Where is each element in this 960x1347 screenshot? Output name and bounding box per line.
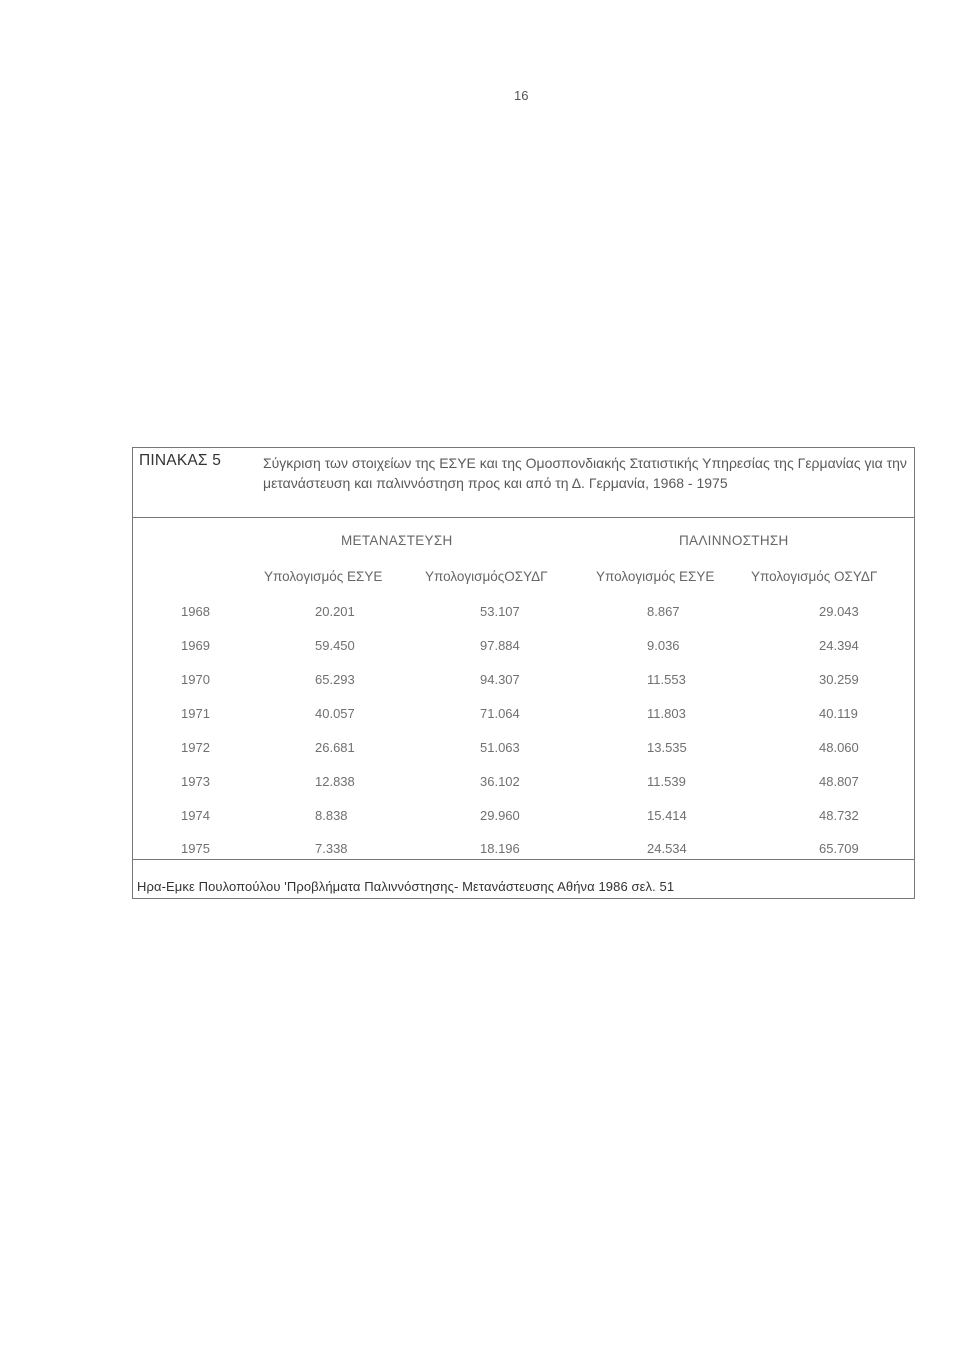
table-row	[133, 672, 914, 692]
value-cell: 18.196	[480, 841, 520, 856]
table-row	[133, 740, 914, 760]
year-cell: 1975	[181, 841, 210, 856]
value-cell: 11.539	[647, 774, 686, 789]
table-label: ΠΙΝΑΚΑΣ 5	[139, 452, 222, 469]
value-cell: 65.293	[315, 672, 355, 687]
table-row	[133, 638, 914, 658]
table-row	[133, 706, 914, 726]
comparison-table	[132, 447, 915, 899]
table-row	[133, 604, 914, 624]
column-header-osydg-emigration: ΥπολογισμόςΟΣΥΔΓ	[425, 569, 548, 584]
group-header-emigration: ΜΕΤΑΝΑΣΤΕΥΣΗ	[341, 533, 453, 548]
value-cell: 65.709	[819, 841, 859, 856]
year-cell: 1972	[181, 740, 210, 755]
column-header-esye-emigration: Υπολογισμός ΕΣΥΕ	[264, 569, 383, 584]
value-cell: 12.838	[315, 774, 355, 789]
value-cell: 13.535	[647, 740, 687, 755]
value-cell: 9.036	[647, 638, 680, 653]
value-cell: 40.119	[819, 706, 858, 721]
value-cell: 53.107	[480, 604, 520, 619]
table-row	[133, 841, 914, 861]
column-header-osydg-return: Υπολογισμός ΟΣΥΔΓ	[751, 569, 878, 584]
value-cell: 40.057	[315, 706, 355, 721]
page-number: 16	[514, 88, 529, 103]
column-header-esye-return: Υπολογισμός ΕΣΥΕ	[596, 569, 715, 584]
value-cell: 26.681	[315, 740, 355, 755]
value-cell: 29.043	[819, 604, 859, 619]
group-header-return: ΠΑΛΙΝΝΟΣΤΗΣΗ	[679, 533, 789, 548]
value-cell: 48.732	[819, 808, 859, 823]
value-cell: 97.884	[480, 638, 520, 653]
value-cell: 36.102	[480, 774, 520, 789]
value-cell: 11.803	[647, 706, 686, 721]
year-cell: 1973	[181, 774, 210, 789]
table-row	[133, 808, 914, 828]
year-cell: 1970	[181, 672, 210, 687]
value-cell: 15.414	[647, 808, 687, 823]
value-cell: 20.201	[315, 604, 355, 619]
value-cell: 51.063	[480, 740, 520, 755]
year-cell: 1969	[181, 638, 210, 653]
table-title-block	[133, 448, 914, 518]
value-cell: 48.060	[819, 740, 859, 755]
value-cell: 59.450	[315, 638, 355, 653]
year-cell: 1971	[181, 706, 210, 721]
value-cell: 24.394	[819, 638, 859, 653]
value-cell: 8.838	[315, 808, 348, 823]
value-cell: 71.064	[480, 706, 520, 721]
table-caption: Σύγκριση των στοιχείων της ΕΣΥΕ και της Ομοσπονδιακής Στατιστικής Υπηρεσίας της Γερμανίας για την μετανάστευση και παλιννόστηση προς και από τη Δ. Γερμανία, 1968 - 1975	[263, 455, 907, 491]
year-cell: 1974	[181, 808, 210, 823]
value-cell: 8.867	[647, 604, 680, 619]
table-source-note: Ηρα-Εμκε Πουλοπούλου 'Προβλήματα Παλιννόστησης- Μετανάστευσης Αθήνα 1986 σελ. 51	[137, 879, 675, 894]
value-cell: 94.307	[480, 672, 520, 687]
year-cell: 1968	[181, 604, 210, 619]
value-cell: 7.338	[315, 841, 348, 856]
table-row	[133, 774, 914, 794]
value-cell: 30.259	[819, 672, 859, 687]
value-cell: 11.553	[647, 672, 686, 687]
value-cell: 48.807	[819, 774, 859, 789]
value-cell: 29.960	[480, 808, 520, 823]
value-cell: 24.534	[647, 841, 687, 856]
table-divider	[133, 859, 914, 860]
